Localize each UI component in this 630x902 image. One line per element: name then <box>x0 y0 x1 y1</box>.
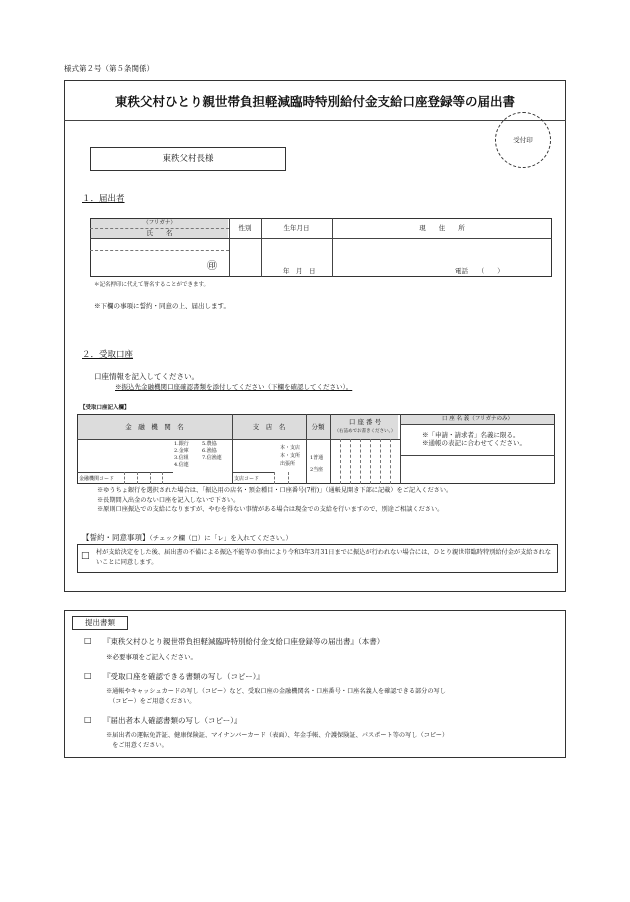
phone-label: 電話 （ ） <box>455 267 504 275</box>
section1-heading: １．届出者 <box>82 194 125 204</box>
signature-note: ＊記名押印に代えて署名することができます。 <box>94 282 210 288</box>
form-number: 様式第２号（第５条関係） <box>64 64 154 73</box>
section2-heading: ２．受取口座 <box>82 350 134 360</box>
pledge-checkbox[interactable]: □ <box>81 551 90 561</box>
doc3-note: ※届出者の運転免許証、健康保険証、マイナンバーカード（表面）、年金手帳、介護保険証、パスポート等の写し（コピー） をご用意ください。 <box>106 732 449 749</box>
pledge-text: 村が支給決定をした後、届出書の不備による振込不能等の事由により令和3年3月31日までに振込が行われない場合には、ひとり親世帯臨時特別給付金が支給されないことに同意します。 <box>96 549 552 566</box>
account-notes: ※ゆうちょ銀行を選択された場合は、「振込用の店名・預金種目・口座番号(7桁)」（通帳見開き下部に記載）をご記入ください。 ※長期間入出金のない口座を記入しないで下さい。 ※原則口座振込での支給になりますが、やむを得ない事情がある場合は現金での支給を行いますので、別途ご相談ください。 <box>97 487 453 513</box>
doc2-title: 『受取口座を確認できる書類の写し（コピー）』 <box>103 672 264 681</box>
title-divider <box>64 120 566 121</box>
pledge-note: ※下欄の事項に誓約・同意の上、届出します。 <box>94 302 230 310</box>
col-holder: 口 座 名 義（フリガナのみ） <box>442 416 513 422</box>
bank-types-right: 5.農協 6.漁協 7.信漁連 <box>202 441 222 461</box>
doc2-note: ※通帳やキャッシュカードの写し（コピー）など、受取口座の金融機関名・口座番号・口座名義人を確認できる部分の写し （コピー）をご用意ください。 <box>106 688 446 705</box>
gender-label: 性別 <box>238 224 252 232</box>
col-branch: 支 店 名 <box>252 423 286 431</box>
name-label: 氏 名 <box>146 229 173 237</box>
reception-stamp-circle <box>495 112 551 168</box>
doc2-checkbox[interactable]: □ <box>84 671 92 680</box>
doc3-checkbox[interactable]: □ <box>84 715 92 724</box>
documents-heading: 提出書類 <box>72 616 128 630</box>
doc1-note: ※必要事項をご記入ください。 <box>106 653 197 661</box>
addressee-box <box>90 147 286 171</box>
bank-types-left: 1.銀行 2.金庫 3.信組 4.信連 <box>174 441 189 468</box>
col-type: 分類 <box>311 423 325 431</box>
doc1-title: 『東秩父村ひとり親世帯負担軽減臨時特別給付金支給口座登録等の届出書』（本書） <box>103 637 385 646</box>
holder-notes: ※「申請・請求者」名義に限る。 ※通帳の表記に合わせてください。 <box>422 431 526 448</box>
birthdate-label: 生年月日 <box>283 224 310 232</box>
doc1-checkbox[interactable]: □ <box>84 636 92 645</box>
furigana-label: （フリガナ） <box>143 220 176 226</box>
bank-code-label: 金融機関コード <box>79 476 115 482</box>
stamp-label: 受付印 <box>513 136 533 144</box>
col-account: 口 座 番 号 <box>348 418 382 426</box>
branch-code-label: 支店コード <box>234 476 260 482</box>
branch-types: 本・支店 本・支所 出張所 <box>280 445 301 467</box>
attach-note: ※振込先金融機関口座確認書類を添付してください（下欄を確認してください）。 <box>115 383 353 391</box>
addressee: 東秩父村長様 <box>162 154 214 164</box>
pledge-heading: 【誓約・同意事項】（チェック欄（□）に「レ」を入れてください。） <box>82 533 292 542</box>
address-label: 現 住 所 <box>419 224 465 232</box>
seal-mark: ㊞ <box>207 261 217 272</box>
col-bank: 金 融 機 関 名 <box>125 423 184 431</box>
birthdate-units: 年 月 日 <box>283 267 316 275</box>
account-types: 1普通 2当座 <box>310 455 324 473</box>
account-table-caption: 【受取口座記入欄】 <box>80 405 130 411</box>
form-title: 東秩父村ひとり親世帯負担軽減臨時特別給付金支給口座登録等の届出書 <box>114 94 515 109</box>
col-account-sub: （右詰めでお書きください。） <box>334 429 396 434</box>
account-instruction: 口座情報を記入してください。 <box>94 372 199 381</box>
doc3-title: 『届出者本人確認書類の写し（コピー）』 <box>103 716 242 725</box>
